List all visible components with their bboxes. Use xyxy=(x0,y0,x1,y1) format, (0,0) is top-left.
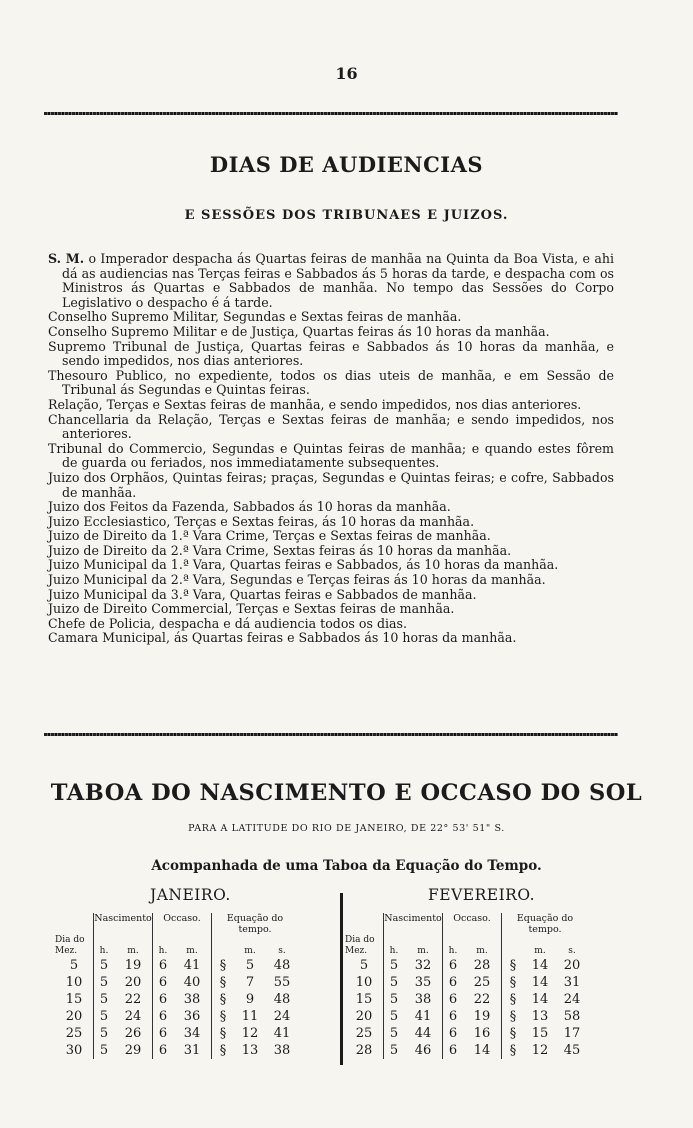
equacao-second: 45 xyxy=(563,1043,581,1058)
header-occaso: Occaso. xyxy=(443,913,502,935)
schedule-entry xyxy=(48,544,614,559)
equacao-sign: § xyxy=(502,974,525,991)
table-row xyxy=(55,1008,298,1025)
schedule-entry-text: Juizo Ecclesiastico, Terças e Sextas feiras, ás 10 horas da manhãa. xyxy=(48,513,475,529)
nascimento-minute: 38 xyxy=(414,992,432,1007)
top-divider-rule xyxy=(44,112,618,115)
header-dia-do-mez: Dia do Mez. xyxy=(55,935,85,956)
equacao-second: 41 xyxy=(273,1026,291,1041)
table-row xyxy=(345,991,588,1008)
table-row xyxy=(345,1042,588,1059)
sun-table-fevereiro xyxy=(345,913,588,1059)
header-m: m. xyxy=(244,946,256,956)
schedule-entry xyxy=(48,515,614,530)
schedule-entry xyxy=(48,340,614,369)
schedule-entry-text: Juizo de Direito Commercial, Terças e Sextas feiras de manhãa. xyxy=(48,601,455,617)
occaso-minute: 36 xyxy=(183,1009,201,1024)
occaso-hour: 6 xyxy=(443,1042,464,1059)
equacao-second: 20 xyxy=(563,958,581,973)
audiencias-schedule-list xyxy=(48,252,614,646)
equacao-minute: 14 xyxy=(531,992,549,1007)
equacao-minute: 12 xyxy=(241,1026,259,1041)
equacao-minute: 11 xyxy=(241,1009,259,1024)
occaso-hour: 6 xyxy=(153,991,174,1008)
equacao-minute: 7 xyxy=(245,975,255,990)
month-title-janeiro: JANEIRO. xyxy=(150,886,231,904)
equacao-minute: 12 xyxy=(531,1043,549,1058)
header-s: s. xyxy=(278,946,286,956)
occaso-hour: 6 xyxy=(443,974,464,991)
schedule-entry-text: Tribunal do Commercio, Segundas e Quintas feiras de manhãa; e quando estes fôrem de guarda ou feriados, nos immediatamente subsequentes. xyxy=(48,440,614,471)
nascimento-hour: 5 xyxy=(94,1025,115,1042)
header-m: m. xyxy=(417,946,429,956)
schedule-entry xyxy=(48,631,614,646)
dia-value: 28 xyxy=(355,1043,373,1058)
header-dia-cell xyxy=(55,913,94,935)
schedule-entry-text: o Imperador despacha ás Quartas feiras de manhãa na Quinta da Boa Vista, e ahi dá as audiencias nas Terças feiras e Sabbados ás 5 horas da tarde, e despacha com os Ministros ás Quartas e Sabbados de manhãa. No tempo das Sessões do Corpo Legislativo o despacho é á tarde. xyxy=(62,251,614,310)
occaso-hour: 6 xyxy=(443,1008,464,1025)
nascimento-hour: 5 xyxy=(384,1025,405,1042)
occaso-hour: 6 xyxy=(153,1025,174,1042)
nascimento-hour: 5 xyxy=(94,991,115,1008)
table-row xyxy=(345,974,588,991)
schedule-entry xyxy=(48,398,614,413)
schedule-entry-text: Camara Municipal, ás Quartas feiras e Sabbados ás 10 horas da manhãa. xyxy=(48,630,517,646)
nascimento-minute: 22 xyxy=(124,992,142,1007)
equacao-second: 17 xyxy=(563,1026,581,1041)
equacao-minute: 14 xyxy=(531,975,549,990)
schedule-entry xyxy=(48,310,614,325)
header-nascimento: Nascimento xyxy=(384,913,443,935)
schedule-entry-text: Conselho Supremo Militar, Segundas e Sextas feiras de manhãa. xyxy=(48,309,462,325)
dia-value: 5 xyxy=(359,958,369,973)
schedule-entry xyxy=(48,252,614,310)
nascimento-minute: 44 xyxy=(414,1026,432,1041)
table-row xyxy=(55,957,298,974)
equacao-second: 24 xyxy=(273,1009,291,1024)
schedule-entry-text: Supremo Tribunal de Justiça, Quartas feiras e Sabbados ás 10 horas da manhãa, e sendo impedidos, nos dias anteriores. xyxy=(48,338,614,369)
occaso-minute: 41 xyxy=(183,958,201,973)
occaso-minute: 25 xyxy=(473,975,491,990)
nascimento-hour: 5 xyxy=(384,1042,405,1059)
header-m: m. xyxy=(127,946,139,956)
dia-value: 20 xyxy=(65,1009,83,1024)
schedule-entry-text: Juizo Municipal da 3.ª Vara, Quartas feiras e Sabbados de manhãa. xyxy=(48,586,477,602)
schedule-entry-text: Relação, Terças e Sextas feiras de manhãa, e sendo impedidos, nos dias anteriores. xyxy=(48,396,582,412)
schedule-entry-text: Chefe de Policia, despacha e dá audiencia todos os dias. xyxy=(48,615,408,631)
header-m: m. xyxy=(534,946,546,956)
nascimento-hour: 5 xyxy=(94,1008,115,1025)
section-subtitle-tribunaes: E SESSÕES DOS TRIBUNAES E JUIZOS. xyxy=(184,208,509,223)
equacao-sign: § xyxy=(212,1042,235,1059)
schedule-entry-text: Conselho Supremo Militar e de Justiça, Quartas feiras ás 10 horas da manhãa. xyxy=(48,323,550,339)
equacao-minute: 15 xyxy=(531,1026,549,1041)
dia-value: 25 xyxy=(65,1026,83,1041)
month-title-fevereiro: FEVEREIRO. xyxy=(428,886,536,904)
nascimento-minute: 20 xyxy=(124,975,142,990)
header-sign-spacer xyxy=(212,935,235,957)
schedule-entry xyxy=(48,500,614,515)
table-row xyxy=(345,1008,588,1025)
schedule-entry-text: Chancellaria da Relação, Terças e Sextas feiras de manhãa; e sendo impedidos, nos anteriores. xyxy=(48,411,614,442)
nascimento-minute: 41 xyxy=(414,1009,432,1024)
occaso-minute: 28 xyxy=(473,958,491,973)
equacao-sign: § xyxy=(502,991,525,1008)
nascimento-minute: 46 xyxy=(414,1043,432,1058)
occaso-minute: 40 xyxy=(183,975,201,990)
nascimento-minute: 24 xyxy=(124,1009,142,1024)
equacao-minute: 13 xyxy=(531,1009,549,1024)
equacao-second: 48 xyxy=(273,992,291,1007)
equacao-sign: § xyxy=(502,1042,525,1059)
occaso-minute: 38 xyxy=(183,992,201,1007)
dia-value: 5 xyxy=(69,958,79,973)
occaso-hour: 6 xyxy=(153,957,174,974)
schedule-entry-text: Juizo de Direito da 2.ª Vara Crime, Sextas feiras ás 10 horas da manhãa. xyxy=(48,542,512,558)
latitude-subtitle: PARA A LATITUDE DO RIO DE JANEIRO, DE 22° 53' 51" S. xyxy=(188,823,505,834)
table-row xyxy=(55,991,298,1008)
dia-value: 20 xyxy=(355,1009,373,1024)
table-row xyxy=(345,957,588,974)
schedule-entry xyxy=(48,471,614,500)
header-s: s. xyxy=(568,946,576,956)
schedule-entry-text: Juizo Municipal da 2.ª Vara, Segundas e Terças feiras ás 10 horas da manhãa. xyxy=(48,572,546,588)
equacao-sign: § xyxy=(212,974,235,991)
header-h: h. xyxy=(94,935,115,957)
equacao-sign: § xyxy=(212,1025,235,1042)
equacao-sign: § xyxy=(212,1008,235,1025)
nascimento-minute: 26 xyxy=(124,1026,142,1041)
equacao-second: 48 xyxy=(273,958,291,973)
equacao-subtitle: Acompanhada de uma Taboa da Equação do Tempo. xyxy=(151,858,542,874)
nascimento-minute: 19 xyxy=(124,958,142,973)
table-row xyxy=(55,1025,298,1042)
schedule-entry xyxy=(48,602,614,617)
equacao-second: 38 xyxy=(273,1043,291,1058)
header-sign-spacer xyxy=(502,935,525,957)
equacao-second: 24 xyxy=(563,992,581,1007)
equacao-second: 31 xyxy=(563,975,581,990)
nascimento-minute: 35 xyxy=(414,975,432,990)
occaso-hour: 6 xyxy=(443,1025,464,1042)
table-row xyxy=(55,1042,298,1059)
sun-table-janeiro xyxy=(55,913,298,1059)
occaso-minute: 16 xyxy=(473,1026,491,1041)
occaso-hour: 6 xyxy=(443,991,464,1008)
header-nascimento: Nascimento xyxy=(94,913,153,935)
header-h: h. xyxy=(153,935,174,957)
equacao-sign: § xyxy=(502,1008,525,1025)
dia-value: 15 xyxy=(355,992,373,1007)
occaso-hour: 6 xyxy=(153,974,174,991)
nascimento-minute: 32 xyxy=(414,958,432,973)
table-row xyxy=(345,1025,588,1042)
equacao-second: 58 xyxy=(563,1009,581,1024)
schedule-entry xyxy=(48,325,614,340)
header-equacao: Equação do tempo. xyxy=(502,913,589,935)
header-dia-cell xyxy=(345,913,384,935)
schedule-entry xyxy=(48,573,614,588)
schedule-entry-text: Juizo de Direito da 1.ª Vara Crime, Terças e Sextas feiras de manhãa. xyxy=(48,528,491,544)
equacao-sign: § xyxy=(502,957,525,974)
header-m: m. xyxy=(186,946,198,956)
equacao-second: 55 xyxy=(273,975,291,990)
dia-value: 10 xyxy=(355,975,373,990)
section-title-audiencias: DIAS DE AUDIENCIAS xyxy=(209,152,484,177)
schedule-entry xyxy=(48,442,614,471)
equacao-sign: § xyxy=(212,957,235,974)
header-equacao: Equação do tempo. xyxy=(212,913,299,935)
header-occaso: Occaso. xyxy=(153,913,212,935)
occaso-minute: 34 xyxy=(183,1026,201,1041)
table-row xyxy=(55,974,298,991)
schedule-entry-text: Thesouro Publico, no expediente, todos os dias uteis de manhãa, e em Sessão de Tribunal ás Segundas e Quintas feiras. xyxy=(48,367,614,398)
header-m: m. xyxy=(476,946,488,956)
occaso-minute: 19 xyxy=(473,1009,491,1024)
schedule-entry-text: Juizo dos Feitos da Fazenda, Sabbados ás 10 horas da manhãa. xyxy=(48,499,451,515)
equacao-minute: 5 xyxy=(245,958,255,973)
equacao-sign: § xyxy=(212,991,235,1008)
header-h: h. xyxy=(443,935,464,957)
equacao-minute: 9 xyxy=(245,992,255,1007)
header-dia-do-mez: Dia do Mez. xyxy=(345,935,375,956)
occaso-minute: 31 xyxy=(183,1043,201,1058)
schedule-entry-lead: S. M. xyxy=(48,251,85,266)
dia-value: 25 xyxy=(355,1026,373,1041)
schedule-entry xyxy=(48,369,614,398)
nascimento-hour: 5 xyxy=(384,1008,405,1025)
schedule-entry xyxy=(48,529,614,544)
occaso-hour: 6 xyxy=(443,957,464,974)
schedule-entry xyxy=(48,558,614,573)
middle-divider-rule xyxy=(44,733,618,736)
nascimento-hour: 5 xyxy=(94,1042,115,1059)
nascimento-minute: 29 xyxy=(124,1043,142,1058)
nascimento-hour: 5 xyxy=(384,957,405,974)
occaso-hour: 6 xyxy=(153,1042,174,1059)
header-h: h. xyxy=(384,935,405,957)
page-number: 16 xyxy=(335,64,358,83)
equacao-sign: § xyxy=(502,1025,525,1042)
dia-value: 10 xyxy=(65,975,83,990)
schedule-entry-text: Juizo Municipal da 1.ª Vara, Quartas feiras e Sabbados, ás 10 horas da manhãa. xyxy=(48,557,559,573)
nascimento-hour: 5 xyxy=(384,991,405,1008)
occaso-hour: 6 xyxy=(153,1008,174,1025)
occaso-minute: 14 xyxy=(473,1043,491,1058)
nascimento-hour: 5 xyxy=(94,957,115,974)
nascimento-hour: 5 xyxy=(94,974,115,991)
schedule-entry-text: Juizo dos Orphãos, Quintas feiras; praças, Segundas e Quintas feiras; e cofre, Sabbados de manhãa. xyxy=(48,469,614,500)
dia-value: 15 xyxy=(65,992,83,1007)
schedule-entry xyxy=(48,588,614,603)
month-separator-bar xyxy=(340,893,343,1065)
dia-value: 30 xyxy=(65,1043,83,1058)
nascimento-hour: 5 xyxy=(384,974,405,991)
section-title-taboa-sol: TABOA DO NASCIMENTO E OCCASO DO SOL xyxy=(50,780,643,806)
occaso-minute: 22 xyxy=(473,992,491,1007)
schedule-entry xyxy=(48,617,614,632)
schedule-entry xyxy=(48,413,614,442)
equacao-minute: 14 xyxy=(531,958,549,973)
equacao-minute: 13 xyxy=(241,1043,259,1058)
